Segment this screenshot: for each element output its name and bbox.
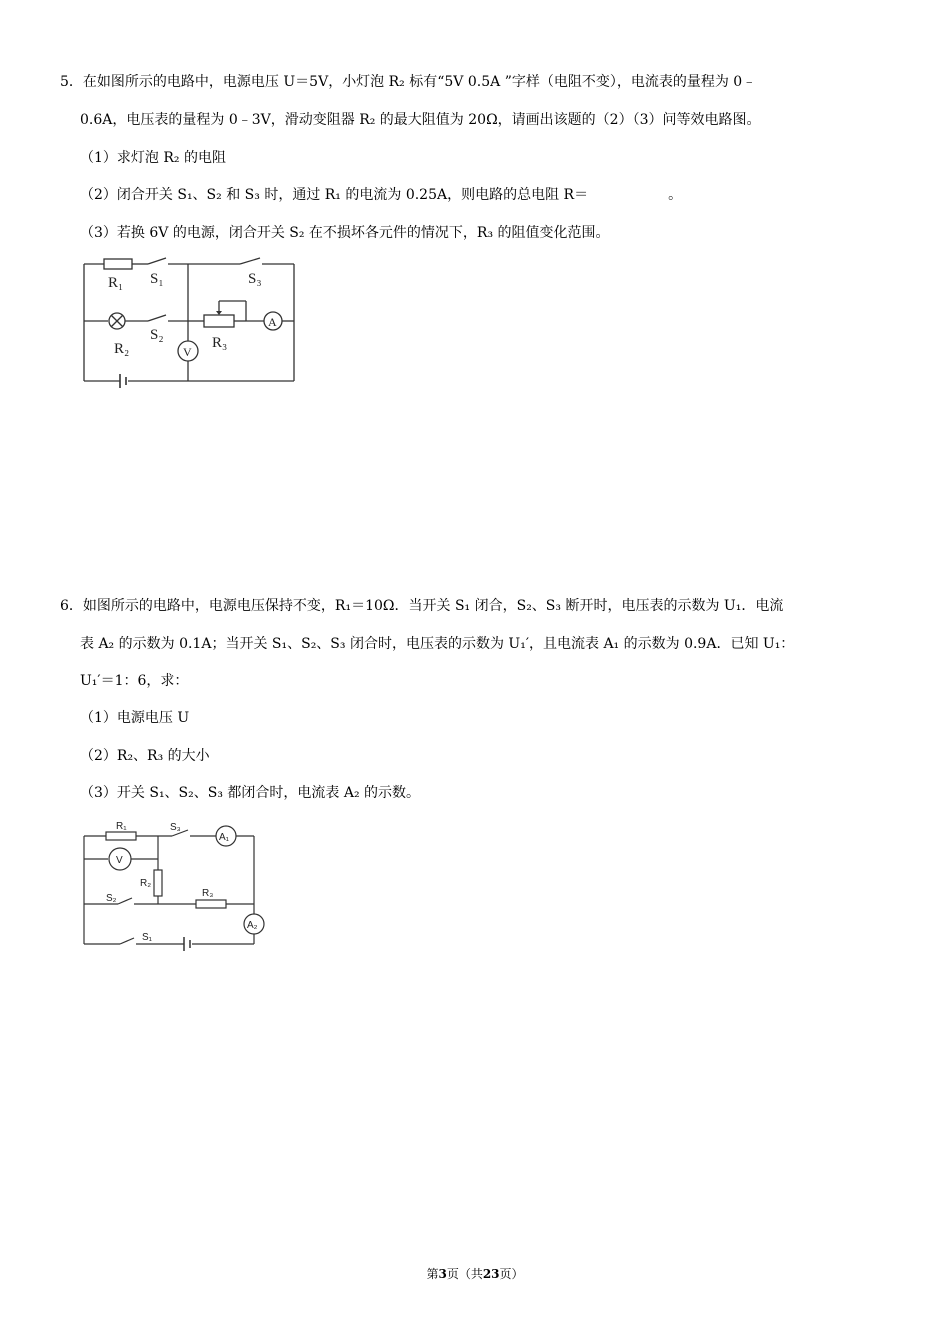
label-a: A (268, 315, 277, 329)
label-r3: R₃ (212, 335, 228, 351)
problem5-intro-2: 0.6A，电压表的量程为 0﹣3V，滑动变阻器 R₂ 的最大阻值为 20Ω，请画出该题的（2）（3）问等效电路图。 (80, 112, 761, 128)
problem6-q1: （1）电源电压 U (80, 710, 190, 726)
problem5-circuit-diagram (80, 255, 300, 399)
r1-resistor (106, 832, 136, 840)
label-a1: A₁ (219, 832, 230, 843)
problem6-line1 (60, 596, 783, 616)
label-v: V (116, 855, 123, 866)
label-s3: S₃ (248, 271, 262, 287)
problem6-intro-1: 如图所示的电路中，电源电压保持不变，R₁＝10Ω．当开关 S₁ 闭合，S₂、S₃ 断开时，电压表的示数为 U₁．电流 (82, 598, 784, 614)
label-s2: S₂ (150, 327, 164, 343)
problem6-intro-2: 表 A₂ 的示数为 0.1A；当开关 S₁、S₂、S₃ 闭合时，电压表的示数为 U₁′，且电流表 A₁ 的示数为 0.9A．已知 U₁： (80, 636, 795, 652)
label-r1: R₁ (116, 821, 127, 832)
problem5-line1 (60, 72, 756, 92)
label-s2: S₂ (106, 893, 117, 904)
label-r1: R₁ (108, 275, 124, 291)
label-r3: R₃ (202, 888, 214, 899)
problem5-q2: （2）闭合开关 S₁、S₂ 和 S₃ 时，通过 R₁ 的电流为 0.25A，则电路的总电阻 R＝ 。 (80, 187, 683, 203)
problem6-circuit-diagram (80, 818, 280, 957)
problem6-intro-3: U₁′＝1：6，求： (80, 673, 189, 689)
problem6-q2: （2）R₂、R₃ 的大小 (80, 748, 210, 764)
label-r2: R₂ (140, 878, 152, 889)
label-r2: R₂ (114, 341, 130, 357)
problem6-number: 6． (60, 598, 83, 614)
r1-resistor (104, 259, 132, 269)
r3-resistor (196, 900, 226, 908)
r3-rheostat (204, 315, 234, 327)
problem5-number: 5． (60, 74, 83, 90)
label-a2: A₂ (247, 920, 258, 931)
problem5-q3: （3）若换 6V 的电源，闭合开关 S₂ 在不损坏各元件的情况下，R₃ 的阻值变化范围。 (80, 225, 610, 241)
label-s1: S₁ (142, 932, 153, 943)
problem6-line2 (80, 634, 794, 654)
problem6-q3: （3）开关 S₁、S₂、S₃ 都闭合时，电流表 A₂ 的示数。 (80, 785, 421, 801)
label-s1: S₁ (150, 271, 164, 287)
label-v: V (183, 345, 192, 359)
r2-resistor (154, 870, 162, 896)
current-page: 3 (438, 1267, 447, 1281)
total-pages: 23 (482, 1267, 500, 1281)
problem5-line2 (80, 110, 761, 130)
problem5-intro-1: 在如图所示的电路中，电源电压 U＝5V，小灯泡 R₂ 标有“5V 0.5A ”字样（电阻不变），电流表的量程为 0﹣ (82, 74, 757, 90)
problem6-line3 (80, 671, 188, 691)
problem5-q1: （1）求灯泡 R₂ 的电阻 (80, 150, 226, 166)
page-footer: 第3页（共23页） (426, 1267, 524, 1281)
label-s3: S₃ (170, 822, 181, 833)
